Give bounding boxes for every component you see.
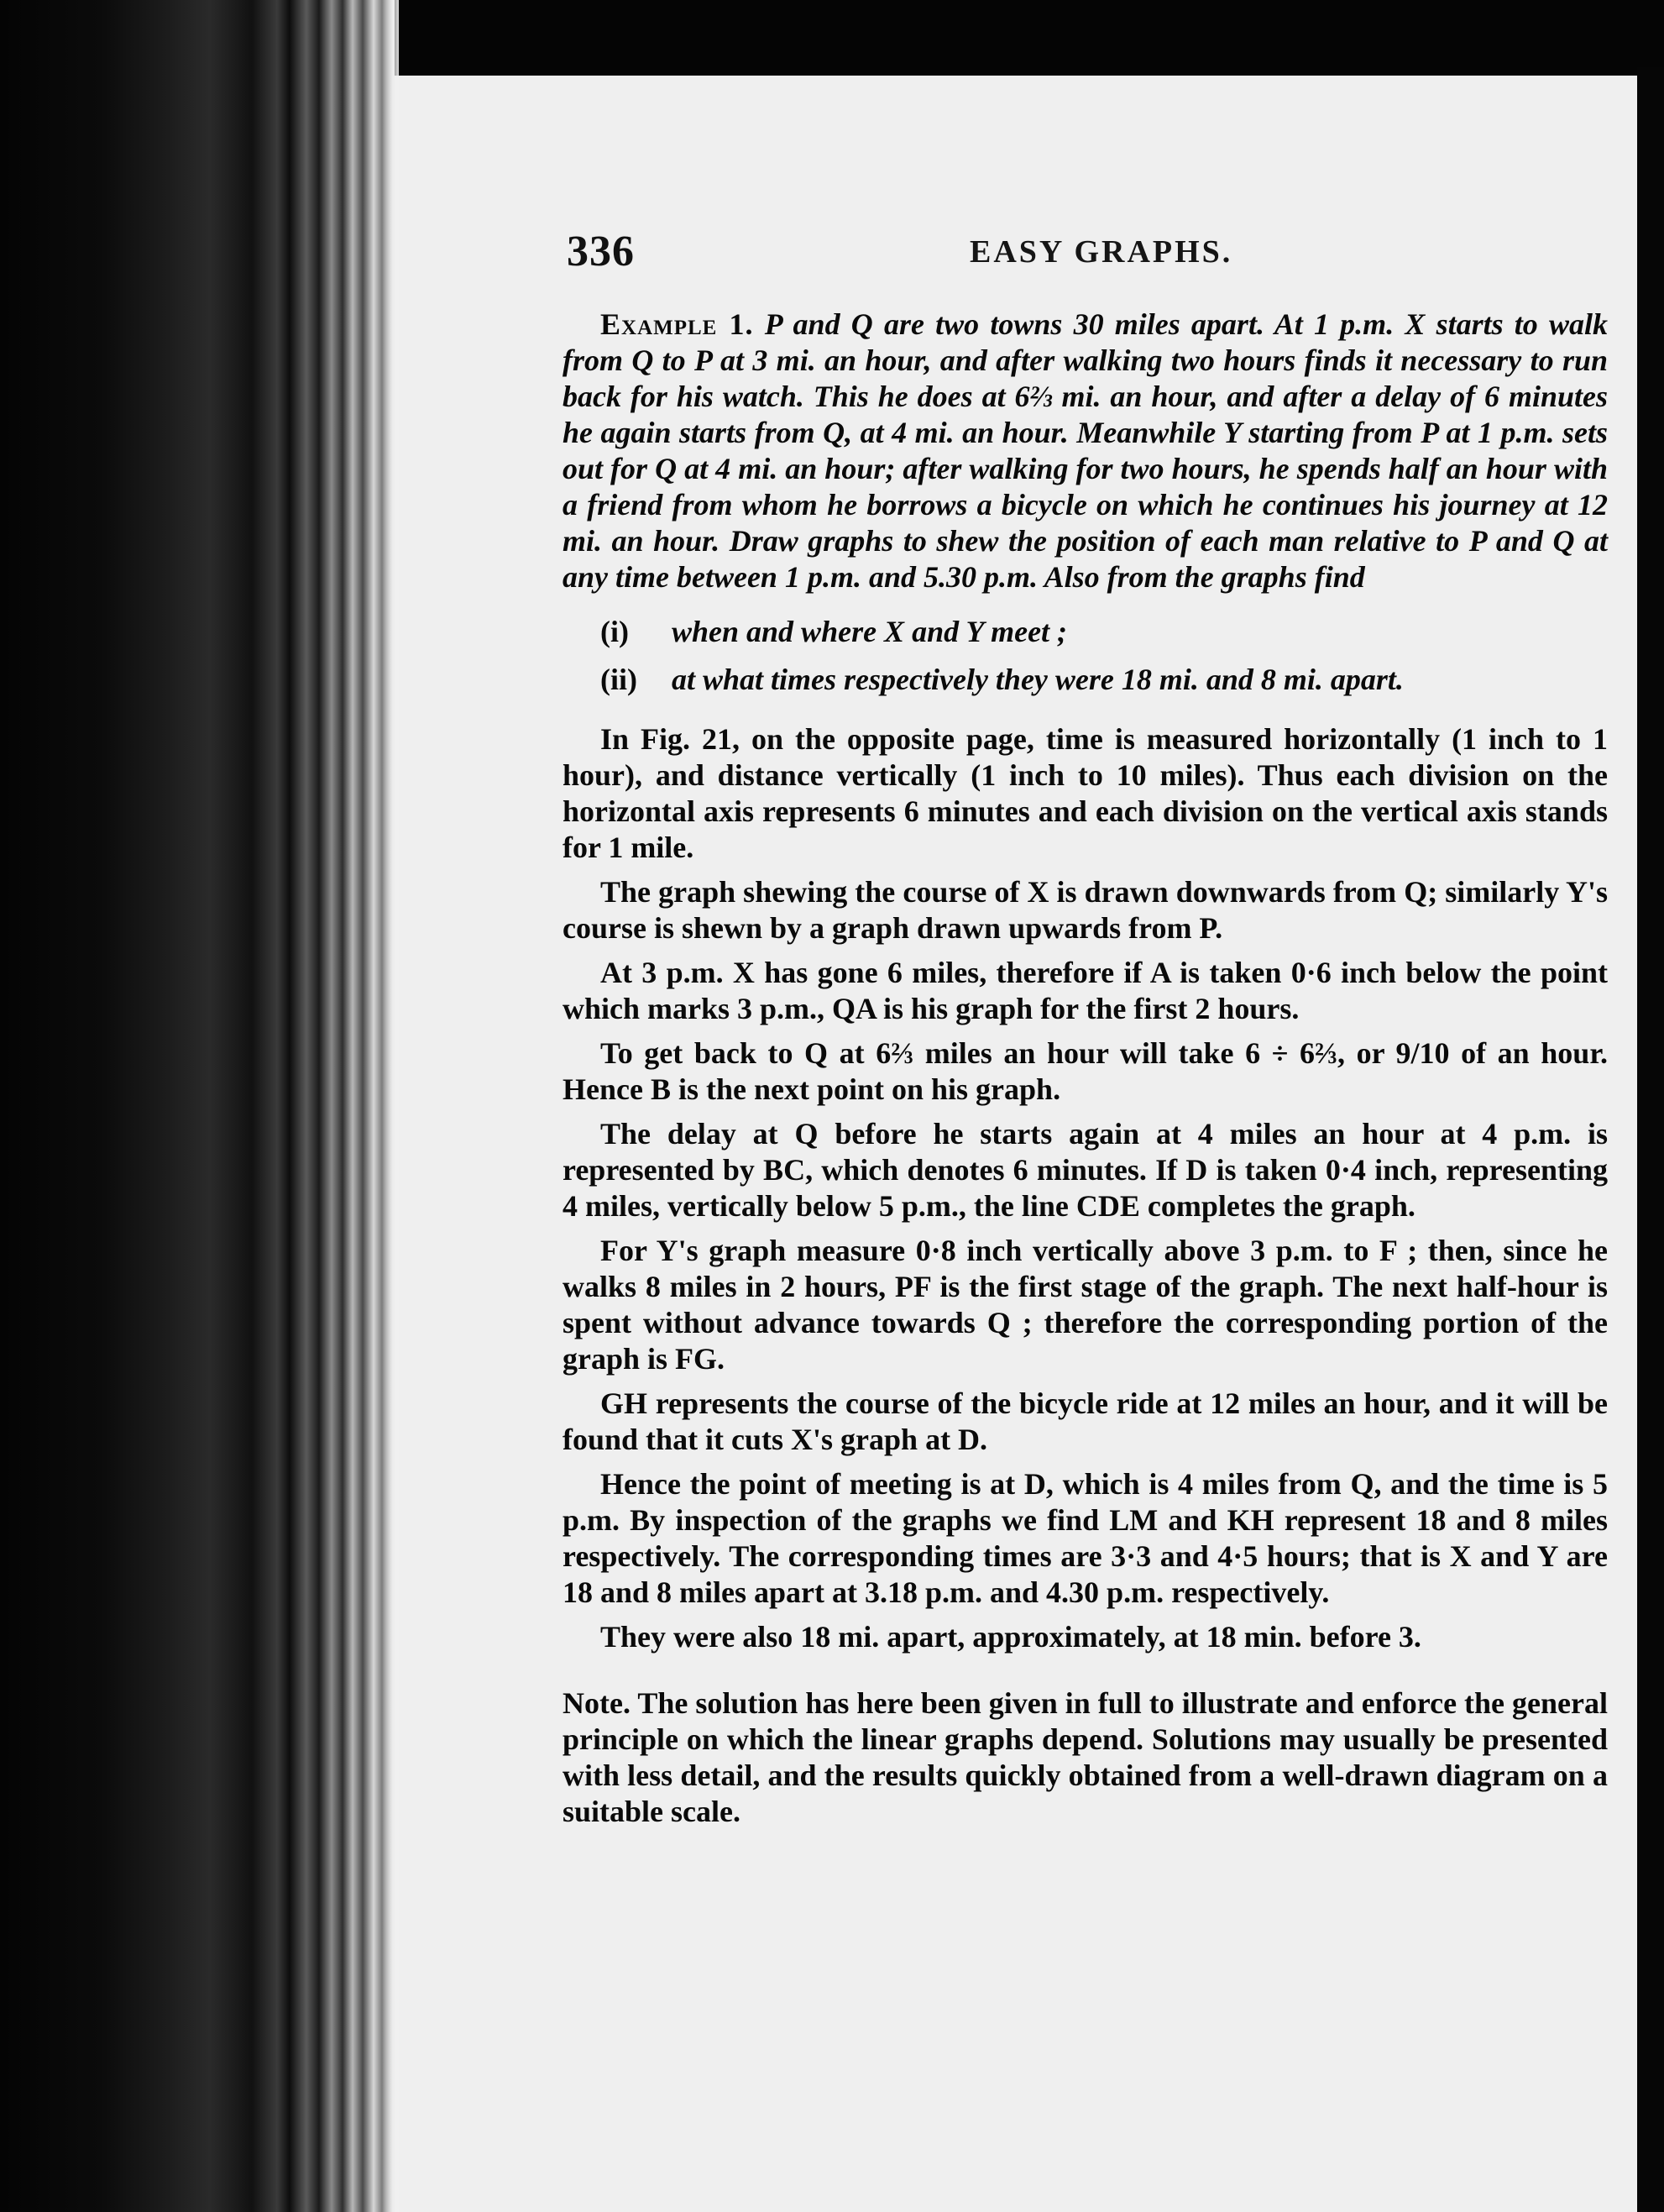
body-paragraph: In Fig. 21, on the opposite page, time is measured horizontally (1 inch to 1 hour), and distance vertically (1 inch to 10 miles). Thus each division on the horizontal axis represents 6 minutes and each division on the vertical axis stands for 1 mile. (563, 722, 1608, 864)
body-paragraph: The delay at Q before he starts again at 4 miles an hour at 4 p.m. is represented by BC, which denotes 6 minutes. If D is taken 0·4 inch, representing 4 miles, vertically below 5 p.m., the line CDE completes the graph. (563, 1117, 1608, 1223)
example-label: Example 1. (600, 307, 754, 341)
example-item-number: (i) (600, 615, 629, 648)
example-item-text: when and where X and Y meet ; (672, 615, 1068, 648)
example-item-text: at what times respectively they were 18 mi. and 8 mi. apart. (672, 663, 1404, 696)
book-binding-shadow (0, 0, 395, 2212)
page-body (563, 307, 1608, 1838)
example-text: P and Q are two towns 30 miles apart. At 1 p.m. X starts to walk from Q to P at 3 mi. an hour, and after walking two hours finds it necessary to run back for his watch. This he does at 6⅔ mi. an hour, and after a delay of 6 minutes he again starts from Q, at 4 mi. an hour. Meanwhile Y starting from P at 1 p.m. sets out for Q at 4 mi. an hour; after walking for two hours, he spends half an hour with a friend from whom he borrows a bicycle on which he continues his journey at 12 mi. an hour. Draw graphs to shew the position of each man relative to P and Q at any time between 1 p.m. and 5.30 p.m. Also from the graphs find (563, 307, 1608, 594)
example-item-number: (ii) (600, 663, 637, 696)
body-paragraph: GH represents the course of the bicycle ride at 12 miles an hour, and it will be found that it cuts X's graph at D. (563, 1386, 1608, 1456)
running-head: EASY GRAPHS. (970, 234, 1233, 270)
note-paragraph (563, 1685, 1608, 1830)
note-label: Note. (563, 1686, 631, 1720)
body-paragraph: Hence the point of meeting is at D, which is 4 miles from Q, and the time is 5 p.m. By inspection of the graphs we find LM and KH represent 18 and 8 miles respectively. The corresponding times are 3·3 and 4·5 hours; that is X and Y are 18 and 8 miles apart at 3.18 p.m. and 4.30 p.m. respectively. (563, 1467, 1608, 1609)
example-paragraph (563, 307, 1608, 595)
page-header (395, 227, 1637, 294)
body-paragraph: At 3 p.m. X has gone 6 miles, therefore if A is taken 0·6 inch below the point which marks 3 p.m., QA is his graph for the first 2 hours. (563, 956, 1608, 1025)
page-edge-highlight (382, 0, 399, 2212)
book-page (395, 76, 1637, 2212)
body-paragraph: The graph shewing the course of X is drawn downwards from Q; similarly Y's course is shewn by a graph drawn upwards from P. (563, 875, 1608, 945)
example-item (600, 662, 1608, 698)
page-number: 336 (567, 228, 635, 275)
note-text: The solution has here been given in full to illustrate and enforce the general principle on which the linear graphs depend. Solutions may usually be presented with less detail, and the results quickly obtained from a well-drawn diagram on a suitable scale. (563, 1686, 1608, 1828)
example-item (600, 614, 1608, 650)
body-paragraph: They were also 18 mi. apart, approximately, at 18 min. before 3. (600, 1620, 1421, 1654)
body-paragraph: For Y's graph measure 0·8 inch vertically above 3 p.m. to F ; then, since he walks 8 miles in 2 hours, PF is the first stage of the graph. The next half-hour is spent without advance towards Q ; therefore the corresponding portion of the graph is FG. (563, 1234, 1608, 1376)
body-paragraph: To get back to Q at 6⅔ miles an hour will take 6 ÷ 6⅔, or 9/10 of an hour. Hence B is the next point on his graph. (563, 1036, 1608, 1106)
scan-border (1637, 67, 1664, 2212)
